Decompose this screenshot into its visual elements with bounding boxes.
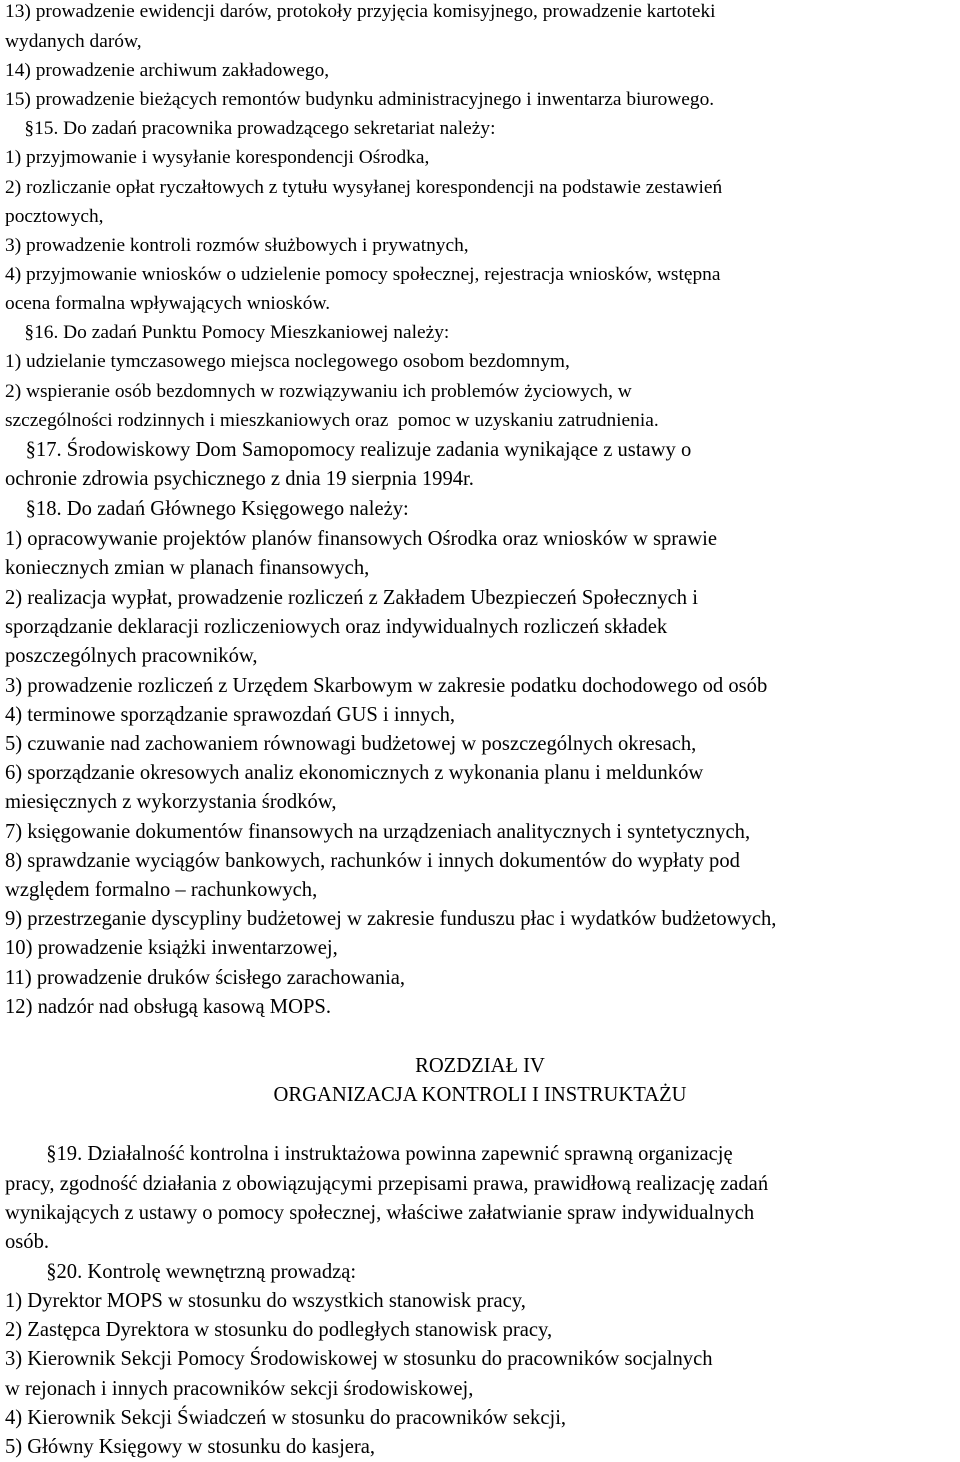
text-line: 11) prowadzenie druków ścisłego zarachowania,	[5, 967, 406, 989]
text-line: 1) Dyrektor MOPS w stosunku do wszystkich stanowisk pracy,	[5, 1290, 526, 1312]
text-line: w rejonach i innych pracowników sekcji środowiskowej,	[5, 1378, 474, 1400]
text-line: 4) przyjmowanie wniosków o udzielenie pomocy społecznej, rejestracja wniosków, wstępna	[5, 264, 721, 285]
section-heading: §17. Środowiskowy Dom Samopomocy realizuje zadania wynikające z ustawy o	[5, 439, 692, 461]
text-line: pocztowych,	[5, 206, 104, 227]
text-line: 15) prowadzenie bieżących remontów budynku administracyjnego i inwentarza biurowego.	[5, 89, 715, 110]
text-line: miesięcznych z wykorzystania środków,	[5, 791, 337, 813]
section-heading: §16. Do zadań Punktu Pomocy Mieszkaniowej należy:	[5, 322, 450, 343]
text-line: wydanych darów,	[5, 31, 142, 52]
text-line: 3) prowadzenie rozliczeń z Urzędem Skarbowym w zakresie podatku dochodowego od osób	[5, 675, 768, 697]
text-line: 6) sporządzanie okresowych analiz ekonomicznych z wykonania planu i meldunków	[5, 762, 704, 784]
text-line: 7) księgowanie dokumentów finansowych na urządzeniach analitycznych i syntetycznych,	[5, 821, 751, 843]
text-line: 2) realizacja wypłat, prowadzenie rozliczeń z Zakładem Ubezpieczeń Społecznych i	[5, 587, 698, 609]
text-line: 1) udzielanie tymczasowego miejsca noclegowego osobom bezdomnym,	[5, 351, 570, 372]
text-line: 14) prowadzenie archiwum zakładowego,	[5, 60, 330, 81]
text-line: 3) Kierownik Sekcji Pomocy Środowiskowej w stosunku do pracowników socjalnych	[5, 1348, 713, 1370]
text-line: szczególności rodzinnych i mieszkaniowych oraz pomoc w uzyskaniu zatrudnienia.	[5, 410, 659, 431]
chapter-title: ORGANIZACJA KONTROLI I INSTRUKTAŻU	[273, 1084, 687, 1106]
section-heading: §15. Do zadań pracownika prowadzącego sekretariat należy:	[5, 118, 496, 139]
text-line: 12) nadzór nad obsługą kasową MOPS.	[5, 996, 332, 1018]
text-line: 2) wspieranie osób bezdomnych w rozwiązywaniu ich problemów życiowych, w	[5, 381, 632, 402]
text-line: 3) prowadzenie kontroli rozmów służbowych i prywatnych,	[5, 235, 469, 256]
chapter-number: ROZDZIAŁ IV	[415, 1055, 545, 1077]
text-line: koniecznych zmian w planach finansowych,	[5, 557, 370, 579]
text-line: 8) sprawdzanie wyciągów bankowych, rachunków i innych dokumentów do wypłaty pod	[5, 850, 740, 872]
text-line: 2) rozliczanie opłat ryczałtowych z tytułu wysyłanej korespondencji na podstawie zestawień	[5, 177, 723, 198]
text-line: pracy, zgodność działania z obowiązującymi przepisami prawa, prawidłową realizację zadań	[5, 1173, 769, 1195]
text-line: 1) przyjmowanie i wysyłanie korespondencji Ośrodka,	[5, 147, 430, 168]
text-line: poszczególnych pracowników,	[5, 645, 258, 667]
text-line: 4) Kierownik Sekcji Świadczeń w stosunku do pracowników sekcji,	[5, 1407, 567, 1429]
text-line: 2) Zastępca Dyrektora w stosunku do podległych stanowisk pracy,	[5, 1319, 553, 1341]
text-line: 10) prowadzenie książki inwentarzowej,	[5, 937, 338, 959]
section-heading: §19. Działalność kontrolna i instruktażowa powinna zapewnić sprawną organizację	[5, 1143, 733, 1165]
text-line: wynikających z ustawy o pomocy społecznej, właściwe załatwianie spraw indywidualnych	[5, 1202, 755, 1224]
text-line: względem formalno – rachunkowych,	[5, 879, 318, 901]
text-line: 1) opracowywanie projektów planów finansowych Ośrodka oraz wniosków w sprawie	[5, 528, 718, 550]
text-line: osób.	[5, 1231, 50, 1253]
section-heading: §20. Kontrolę wewnętrzną prowadzą:	[5, 1261, 357, 1283]
text-line: sporządzanie deklaracji rozliczeniowych oraz indywidualnych rozliczeń składek	[5, 616, 668, 638]
text-line: 9) przestrzeganie dyscypliny budżetowej w zakresie funduszu płac i wydatków budżetowych,	[5, 908, 777, 930]
text-line: 5) czuwanie nad zachowaniem równowagi budżetowej w poszczególnych okresach,	[5, 733, 697, 755]
text-line: ochronie zdrowia psychicznego z dnia 19 sierpnia 1994r.	[5, 468, 474, 490]
text-line: 4) terminowe sporządzanie sprawozdań GUS i innych,	[5, 704, 456, 726]
text-line: 5) Główny Księgowy w stosunku do kasjera,	[5, 1436, 376, 1458]
section-heading: §18. Do zadań Głównego Księgowego należy:	[5, 498, 409, 520]
text-line: ocena formalna wpływających wniosków.	[5, 293, 331, 314]
text-line: 13) prowadzenie ewidencji darów, protokoły przyjęcia komisyjnego, prowadzenie kartoteki	[5, 1, 716, 22]
